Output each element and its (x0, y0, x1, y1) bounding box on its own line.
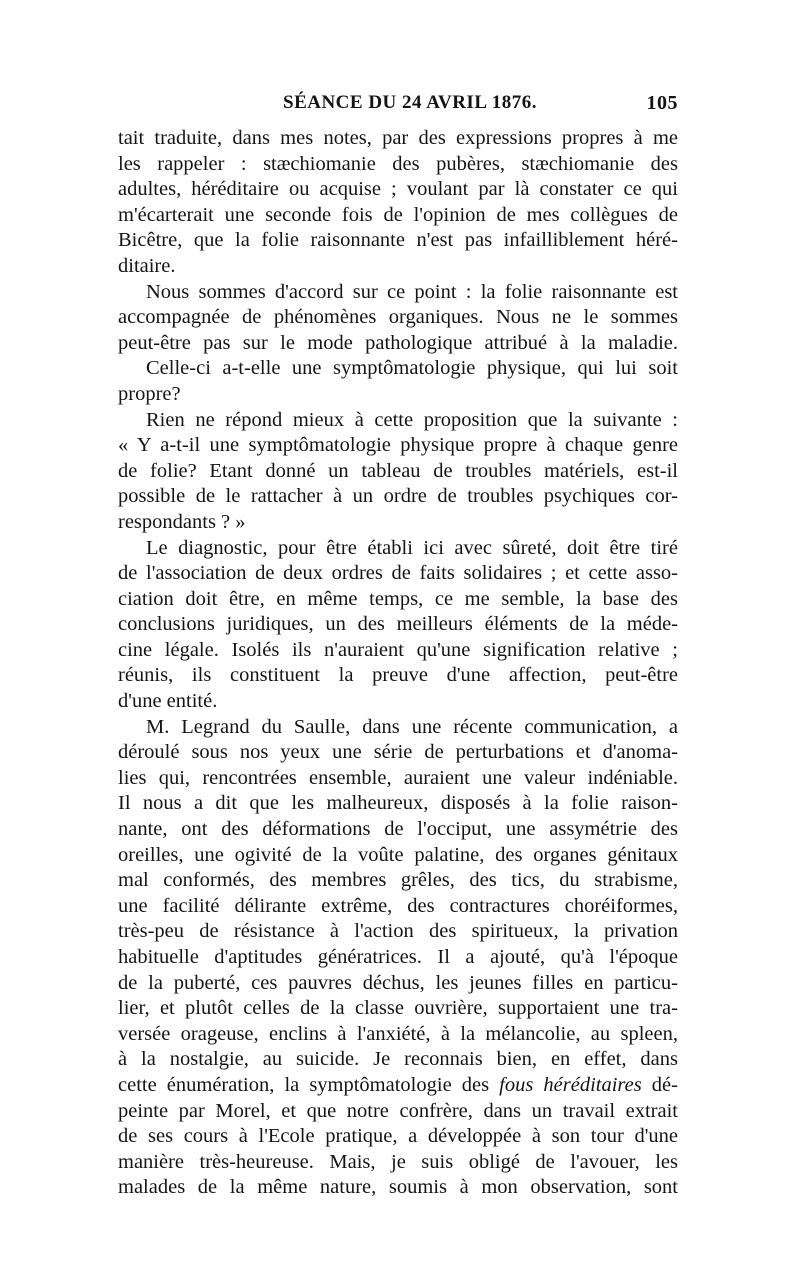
text-line-with-italic (118, 1073, 678, 1099)
text-line: nante, ont des déformations de l'occiput, une assymétrie des (118, 818, 678, 841)
paragraph-3 (118, 356, 678, 407)
running-title: SÉANCE DU 24 AVRIL 1876. (283, 92, 537, 113)
text-line: versée orageuse, enclins à l'anxiété, à la mélancolie, au spleen, (118, 1022, 678, 1045)
text-line: respondants ? » (118, 510, 246, 533)
text-line: de ses cours à l'Ecole pratique, a développée à son tour d'une (118, 1125, 678, 1148)
text-line: lier, et plutôt celles de la classe ouvrière, supportaient une tra- (118, 997, 678, 1020)
text-line: d'une entité. (118, 690, 218, 713)
paragraph-4 (118, 408, 678, 536)
text-segment: dé- (641, 1073, 678, 1096)
text-line: Celle-ci a-t-elle une symptômatologie physique, qui lui soit (146, 357, 678, 380)
paragraph-5 (118, 536, 678, 715)
italic-phrase: fous héréditaires (499, 1073, 642, 1096)
text-line: Il nous a dit que les malheureux, disposés à la folie raison- (118, 792, 678, 815)
text-line: conclusions juridiques, un des meilleurs éléments de la méde- (118, 613, 678, 636)
text-line: adultes, héréditaire ou acquise ; voulant par là constater ce qui (118, 178, 678, 201)
text-line: malades de la même nature, soumis à mon observation, sont (118, 1176, 678, 1199)
text-line: les rappeler : stæchiomanie des pubères, stæchiomanie des (118, 152, 678, 175)
text-line: ditaire. (118, 254, 176, 277)
text-line: à la nostalgie, au suicide. Je reconnais bien, en effet, dans (118, 1048, 678, 1071)
text-line: M. Legrand du Saulle, dans une récente communication, a (146, 715, 678, 738)
text-line: propre? (118, 382, 181, 405)
text-line: une facilité délirante extrême, des contractures choréiformes, (118, 894, 678, 917)
paragraph-6 (118, 715, 678, 1201)
text-line: déroulé sous nos yeux une série de perturbations et d'anoma- (118, 741, 678, 764)
text-line: ciation doit être, en même temps, ce me semble, la base des (118, 587, 678, 610)
text-line: habituelle d'aptitudes génératrices. Il a ajouté, qu'à l'époque (118, 946, 678, 968)
paragraph-1 (118, 126, 678, 280)
text-line: possible de le rattacher à un ordre de troubles psychiques cor- (118, 485, 678, 508)
text-line: de la puberté, ces pauvres déchus, les jeunes filles en particu- (118, 971, 678, 994)
text-line: tait traduite, dans mes notes, par des expressions propres à me (118, 127, 678, 149)
text-line: de l'association de deux ordres de faits solidaires ; et cette asso- (118, 562, 678, 585)
text-line: cine légale. Isolés ils n'auraient qu'une signification relative ; (118, 638, 678, 661)
text-line: mal conformés, des membres grêles, des tics, du strabisme, (118, 869, 678, 892)
text-line: lies qui, rencontrées ensemble, auraient une valeur indéniable. (118, 766, 678, 789)
text-line: Bicêtre, que la folie raisonnante n'est pas infailliblement héré- (118, 229, 678, 252)
text-line: m'écarterait une seconde fois de l'opinion de mes collègues de (118, 203, 678, 226)
text-line: Nous sommes d'accord sur ce point : la folie raisonnante est (146, 280, 678, 303)
text-line: peut-être pas sur le mode pathologique attribué à la maladie. (118, 331, 678, 354)
paragraph-2 (118, 280, 678, 357)
text-line: Le diagnostic, pour être établi ici avec sûreté, doit être tiré (146, 536, 678, 559)
text-line: accompagnée de phénomènes organiques. Nous ne le sommes (118, 306, 678, 329)
body-text (118, 126, 678, 1201)
text-line: « Y a-t-il une symptômatologie physique propre à chaque genre (118, 434, 678, 457)
text-segment: cette énumération, la symptômatologie des (118, 1073, 500, 1096)
text-line: de folie? Etant donné un tableau de troubles matériels, est-il (118, 459, 678, 482)
page-number: 105 (646, 92, 678, 114)
text-line: manière très-heureuse. Mais, je suis obligé de l'avouer, les (118, 1150, 678, 1173)
text-line: peinte par Morel, et que notre confrère, dans un travail extrait (118, 1099, 678, 1122)
text-line: oreilles, une ogivité de la voûte palatine, des organes génitaux (118, 843, 678, 866)
text-line: très-peu de résistance à l'action des spiritueux, la privation (118, 920, 678, 943)
text-line: réunis, ils constituent la preuve d'une affection, peut-être (118, 664, 678, 687)
text-line: Rien ne répond mieux à cette proposition que la suivante : (146, 408, 678, 431)
running-head (118, 92, 678, 120)
